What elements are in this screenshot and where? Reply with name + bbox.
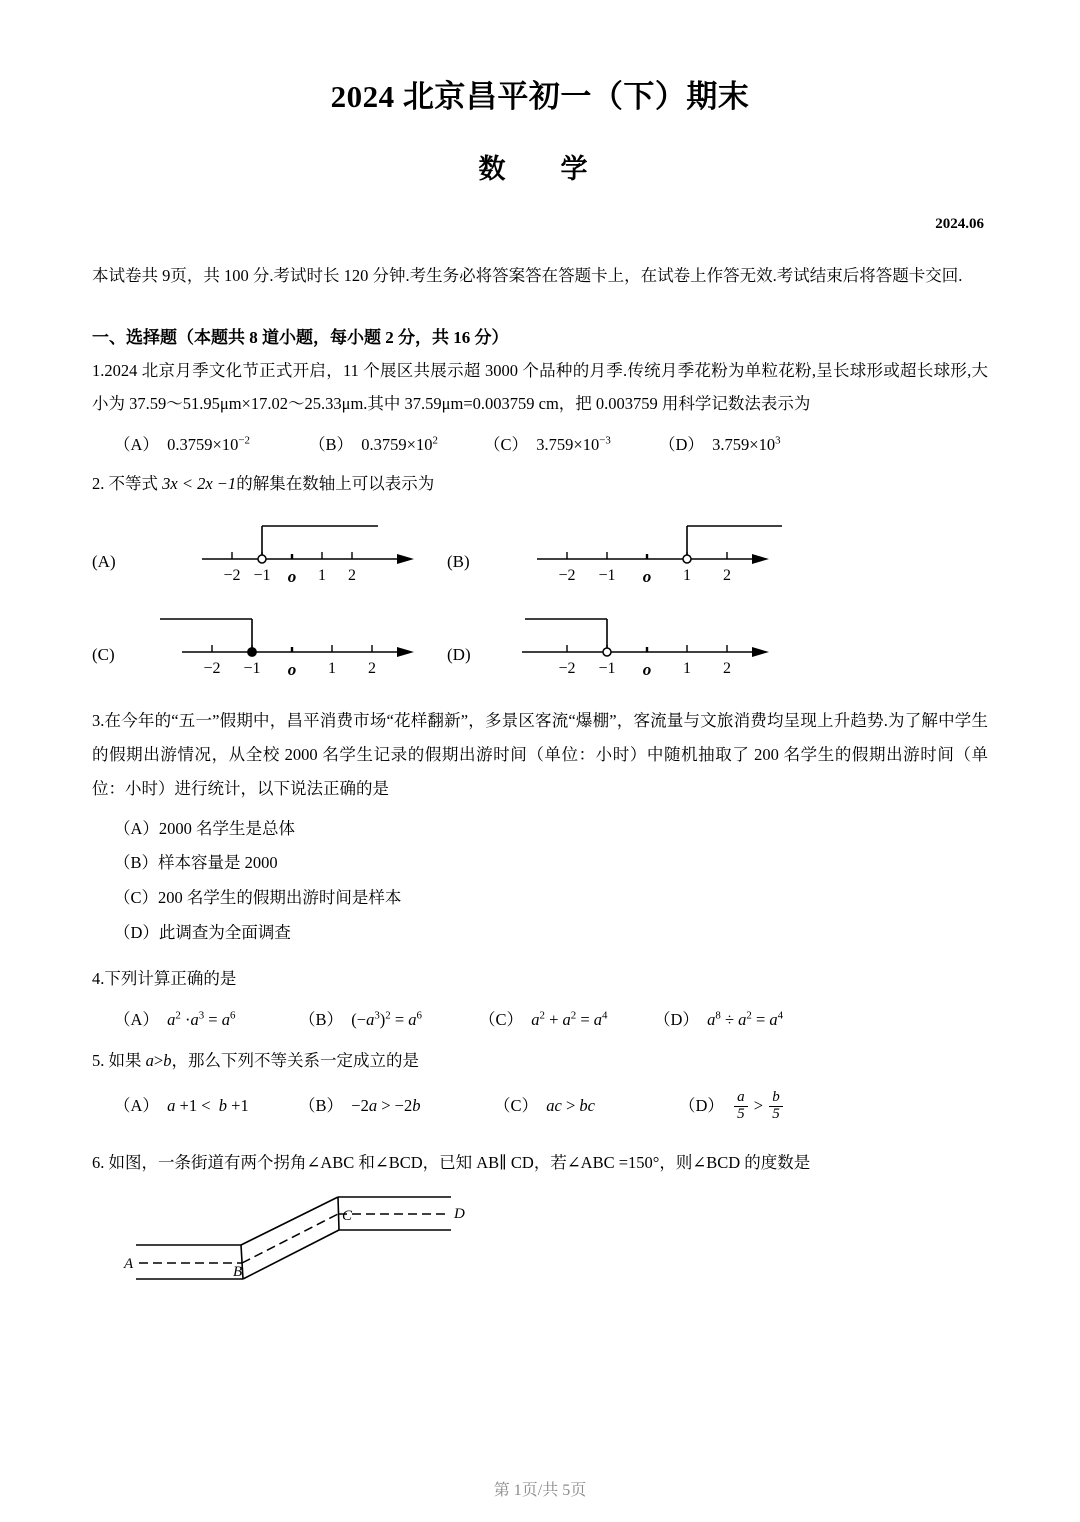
- fraction-a-over-5: $\frac{a}{5}$: [734, 1090, 748, 1123]
- question-6-stem: 6. 如图，一条街道有两个拐角∠ABC 和∠BCD，已知 AB∥ CD，若∠ABC =150°，则∠BCD 的度数是: [92, 1152, 811, 1172]
- svg-text:2: 2: [723, 660, 731, 678]
- numberline-a-svg: [142, 514, 432, 589]
- svg-text:−1: −1: [598, 567, 616, 585]
- label-D: D: [454, 1206, 465, 1223]
- svg-text:−1: −1: [253, 567, 271, 585]
- numberline-b-tag: (B): [447, 552, 470, 572]
- svg-text:o: o: [642, 567, 652, 587]
- option-3b[interactable]: （B）样本容量是 2000: [114, 853, 278, 873]
- svg-text:o: o: [287, 660, 297, 680]
- svg-text:−2: −2: [223, 567, 241, 585]
- question-2-inequality: 3x < 2x −1: [162, 474, 237, 494]
- svg-text:1: 1: [683, 567, 691, 585]
- numberline-option-d[interactable]: [447, 607, 802, 682]
- label-A: A: [124, 1256, 134, 1273]
- svg-text:1: 1: [328, 660, 336, 678]
- numberline-a-tag: (A): [92, 552, 116, 572]
- numberline-c-tag: (C): [92, 645, 115, 665]
- svg-text:2: 2: [348, 567, 356, 585]
- question-2-figures: [92, 514, 988, 682]
- option-3a[interactable]: （A）2000 名学生是总体: [114, 818, 296, 838]
- svg-text:1: 1: [683, 660, 691, 678]
- svg-text:1: 1: [318, 567, 326, 585]
- street-diagram-svg: [106, 1187, 506, 1307]
- label-C: C: [342, 1208, 353, 1225]
- page-footer: 第 1页/共 5页: [493, 1482, 587, 1499]
- option-5b[interactable]: （B） −2a > −2b: [299, 1096, 421, 1116]
- option-5c[interactable]: （C） ac > bc: [494, 1096, 595, 1116]
- question-5-condition: a>b: [145, 1051, 172, 1070]
- question-1-stem: 1.2024 北京月季文化节正式开启，11 个展区共展示超 3000 个品种的月季.传统月季花粉为单粒花粉,呈长球形或超长球形,大小为 37.59～51.95μm×17.02～25.33μm.其中 37.59μm=0.003759 cm，把 0.003759 用科学记数法表示为: [92, 360, 988, 414]
- question-6-figure: [92, 1187, 988, 1312]
- svg-text:−1: −1: [243, 660, 261, 678]
- question-4-stem: 4.下列计算正确的是: [92, 969, 237, 989]
- option-4c[interactable]: （C） $a^2 + a^2 = a^4$: [479, 1009, 608, 1029]
- question-3-stem: 3.在今年的“五一”假期中，昌平消费市场“花样翻新”，多景区客流“爆棚”，客流量与文旅消费均呈现上升趋势.为了解中学生的假期出游情况，从全校 2000 名学生记录的假期出游时间（单位：小时）中随机抽取了 200 名学生的假期出游时间（单位：小时）进行统计，以下说法正确的是: [92, 711, 988, 798]
- svg-text:2: 2: [368, 660, 376, 678]
- svg-text:−2: −2: [203, 660, 221, 678]
- svg-text:−2: −2: [558, 567, 576, 585]
- option-5d[interactable]: （D） $\frac{a}{5}$ > $\frac{b}{5}$: [679, 1091, 785, 1124]
- subject-title: 数 学: [478, 153, 602, 184]
- option-1c[interactable]: （C） $3.759\times 10^{-3}$: [484, 434, 611, 455]
- svg-text:o: o: [287, 567, 297, 587]
- numberline-b-svg: [497, 514, 787, 589]
- fraction-b-over-5: $\frac{b}{5}$: [769, 1090, 783, 1123]
- numberline-d-svg: [497, 607, 787, 682]
- svg-text:2: 2: [723, 567, 731, 585]
- question-5-options: [92, 1091, 988, 1124]
- option-3d[interactable]: （D）此调查为全面调查: [114, 922, 291, 942]
- svg-text:o: o: [642, 660, 652, 680]
- question-2-stem: 2. 不等式 3x < 2x −1的解集在数轴上可以表示为: [92, 474, 435, 494]
- numberline-c-svg: [142, 607, 432, 682]
- exam-instructions: 本试卷共 9页，共 100 分.考试时长 120 分钟.考生务必将答案答在答题卡上，在试卷上作答无效.考试结束后将答题卡交回.: [92, 265, 963, 285]
- label-B: B: [233, 1264, 243, 1281]
- numberline-option-a[interactable]: [92, 514, 447, 589]
- option-3c[interactable]: （C）200 名学生的假期出游时间是样本: [114, 887, 402, 907]
- option-4b[interactable]: （B） $(-a^3)^2 = a^6$: [299, 1009, 422, 1029]
- option-1b[interactable]: （B） $0.3759\times 10^2$: [309, 434, 438, 455]
- page-title: 2024 北京昌平初一（下）期末: [330, 79, 750, 114]
- option-1d[interactable]: （D） $3.759\times 10^3$: [659, 434, 781, 455]
- section-heading-choice: 一、选择题（本题共 8 道小题，每小题 2 分，共 16 分）: [92, 327, 509, 347]
- question-3-options: [92, 812, 988, 951]
- numberline-option-b[interactable]: [447, 514, 802, 589]
- option-1a[interactable]: （A） $0.3759\times 10^{-2}$: [114, 434, 250, 455]
- exam-date: 2024.06: [935, 215, 984, 232]
- option-5a[interactable]: （A） a +1 < b +1: [114, 1096, 249, 1116]
- numberline-option-c[interactable]: [92, 607, 447, 682]
- question-1-options: [92, 431, 988, 455]
- option-4d[interactable]: （D） $a^8 \div a^2 = a^4$: [654, 1009, 784, 1029]
- svg-text:−2: −2: [558, 660, 576, 678]
- svg-text:−1: −1: [598, 660, 616, 678]
- numberline-d-tag: (D): [447, 645, 471, 665]
- option-4a[interactable]: （A） $a^2 \cdot a^3 = a^6$: [114, 1009, 236, 1029]
- question-4-options: [92, 1006, 988, 1030]
- question-5-stem: 5. 如果 a>b，那么下列不等关系一定成立的是: [92, 1051, 419, 1070]
